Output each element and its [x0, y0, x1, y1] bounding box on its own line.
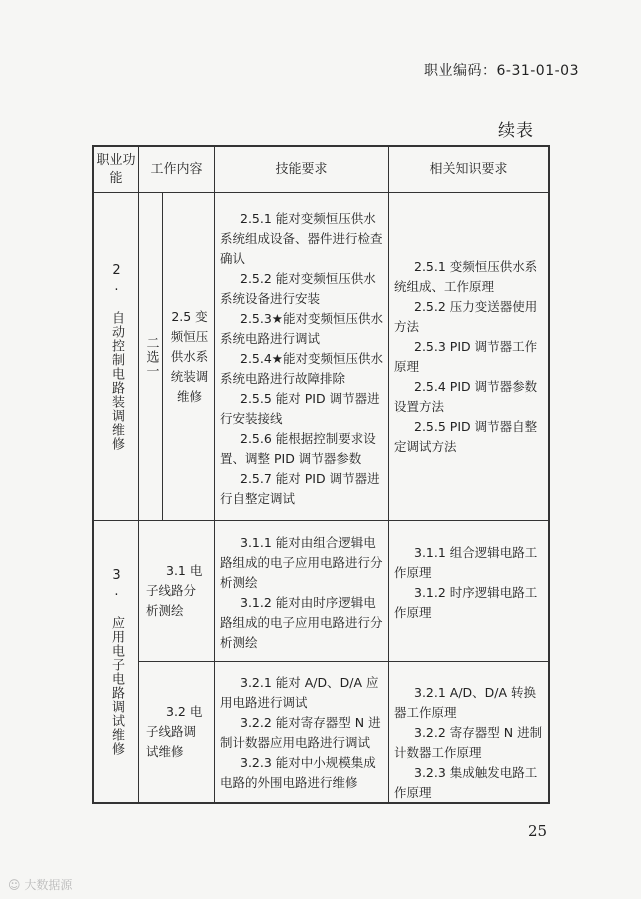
skill-item: 3.1.1 能对由组合逻辑电路组成的电子应用电路进行分析测绘: [220, 535, 383, 590]
work-cell-3-1: [142, 521, 212, 661]
skill-cell-2-5: [220, 209, 384, 509]
function-cell-2: [94, 193, 138, 520]
knowledge-item: 2.5.1 变频恒压供水系统组成、工作原理: [394, 259, 538, 294]
skill-cell-3-1: [220, 533, 384, 653]
col-rule-choice: [162, 192, 163, 520]
function-label-2: 2. 自动控制电路装调维修: [109, 262, 124, 451]
choice-cell: [139, 193, 162, 520]
continued-label: 续表: [498, 121, 534, 141]
knowledge-item: 2.5.5 PID 调节器自整定调试方法: [394, 419, 538, 454]
work-label-2-5: 2.5 变频恒压供水系统装调维修: [170, 308, 209, 404]
skill-item: 2.5.7 能对 PID 调节器进行自整定调试: [220, 471, 380, 506]
col-rule-skill: [388, 145, 389, 803]
knowledge-item: 3.2.1 A/D、D/A 转换器工作原理: [394, 685, 537, 720]
knowledge-item: 2.5.3 PID 调节器工作原理: [394, 339, 538, 374]
skills-table: [92, 145, 550, 803]
table-right-rule: [548, 145, 550, 803]
watermark: [8, 876, 72, 893]
knowledge-item: 3.1.2 时序逻辑电路工作原理: [394, 585, 538, 620]
skill-item: 3.2.3 能对中小规模集成电路的外围电路进行维修: [220, 755, 376, 790]
work-cell-2-5: [165, 193, 214, 520]
work-cell-3-2: [142, 662, 212, 802]
col-rule-work: [214, 145, 215, 803]
knowledge-item: 2.5.4 PID 调节器参数设置方法: [394, 379, 538, 414]
knowledge-cell-3-2: [394, 683, 544, 803]
header-skill: 技能要求: [275, 161, 328, 177]
knowledge-cell-3-1: [394, 543, 544, 623]
watermark-text: 大数据源: [24, 878, 73, 892]
skill-item: 3.2.1 能对 A/D、D/A 应用电路进行调试: [220, 675, 379, 710]
skill-item: 2.5.6 能根据控制要求设置、调整 PID 调节器参数: [220, 431, 376, 466]
knowledge-item: 3.2.3 集成触发电路工作原理: [394, 765, 538, 800]
skill-item: 2.5.2 能对变频恒压供水系统设备进行安装: [220, 271, 376, 306]
header-work: 工作内容: [150, 161, 203, 177]
watermark-icon: ☺: [8, 878, 25, 892]
choice-label: 二选一: [143, 335, 159, 378]
occupation-code: 职业编码：6-31-01-03: [423, 63, 579, 79]
skill-item: 3.2.2 能对寄存器型 N 进制计数器应用电路进行调试: [220, 715, 381, 750]
skill-item: 2.5.3★能对变频恒压供水系统电路进行调试: [220, 311, 384, 346]
knowledge-item: 2.5.2 压力变送器使用方法: [394, 299, 538, 334]
skill-item: 3.1.2 能对由时序逻辑电路组成的电子应用电路进行分析测绘: [220, 595, 383, 650]
skill-item: 2.5.4★能对变频恒压供水系统电路进行故障排除: [220, 351, 384, 386]
header-knowledge: 相关知识要求: [429, 161, 508, 177]
skill-cell-3-2: [220, 673, 384, 793]
function-cell-3: [94, 521, 138, 802]
work-label-3-1: 3.1 电子线路分析测绘: [146, 563, 203, 618]
knowledge-cell-2-5: [394, 257, 544, 457]
skill-item: 2.5.1 能对变频恒压供水系统组成设备、器件进行检查确认: [220, 211, 383, 266]
function-label-3: 3. 应用电子电路调试维修: [109, 567, 124, 756]
work-label-3-2: 3.2 电子线路调试维修: [146, 704, 203, 759]
header-function: 职业功能: [96, 152, 136, 186]
skill-item: 2.5.5 能对 PID 调节器进行安装接线: [220, 391, 380, 426]
knowledge-item: 3.1.1 组合逻辑电路工作原理: [394, 545, 538, 580]
page-number: 25: [528, 822, 548, 840]
knowledge-item: 3.2.2 寄存器型 N 进制计数器工作原理: [394, 725, 543, 760]
